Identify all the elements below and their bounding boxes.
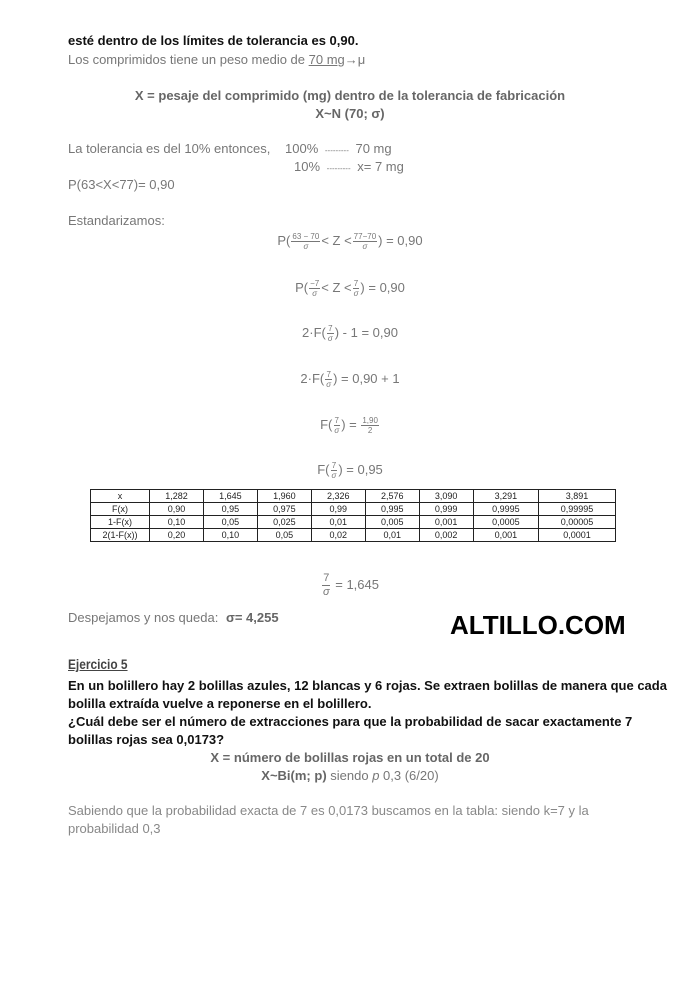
tolerance-row-1-dash: --------- xyxy=(324,146,349,155)
equation-5 xyxy=(0,416,700,435)
tolerance-row-2-left: 10% xyxy=(294,159,321,174)
table-cell: 0,01 xyxy=(311,516,365,529)
eq2-mid: < Z < xyxy=(321,280,352,295)
eq3-pre: 2·F( xyxy=(302,325,326,340)
eq3-num: 7 xyxy=(328,324,333,334)
tolerance-row-1-left: 100% xyxy=(285,141,319,156)
eq1-fraction-right xyxy=(353,232,377,251)
table-cell: 0,001 xyxy=(473,529,538,542)
eq3-den: σ xyxy=(327,334,333,344)
eq1-mid: < Z < xyxy=(321,233,352,248)
table-row-one-minus-fx-row xyxy=(91,516,616,529)
eq4-num: 7 xyxy=(326,370,331,380)
eq5-num-left: 7 xyxy=(334,416,339,426)
exercise-5-line-1: En un bolillero hay 2 bolillas azules, 12 blancas y 6 rojas. Se extraen bolillas de manera que cada xyxy=(68,678,667,693)
eq5-den-right: 2 xyxy=(367,426,373,436)
eq1-post: ) = 0,90 xyxy=(378,233,423,248)
table-cell: 0,00005 xyxy=(539,516,616,529)
despejamos-label: Despejamos y nos queda: xyxy=(68,610,219,625)
eq2-fraction-right xyxy=(353,279,360,298)
table-cell: 0,999 xyxy=(419,503,473,516)
intro-mean-value: 70 mg xyxy=(308,52,345,67)
intro-line-1: esté dentro de los límites de tolerancia es 0,90. xyxy=(68,33,359,48)
result-den: σ xyxy=(322,586,330,598)
eq2-fraction-left xyxy=(309,279,320,298)
eq2-post: ) = 0,90 xyxy=(360,280,405,295)
eq6-fraction xyxy=(331,461,338,480)
tolerance-probability: P(63<X<77)= 0,90 xyxy=(68,177,175,192)
table-cell: 0,10 xyxy=(150,516,204,529)
result-value: = 1,645 xyxy=(335,576,379,592)
table-cell: 3,291 xyxy=(473,490,538,503)
equation-6 xyxy=(0,461,700,480)
eq1-num-right: 77−70 xyxy=(353,232,377,242)
tolerance-row-2-right: x= 7 mg xyxy=(357,159,404,174)
table-cell: 0,995 xyxy=(365,503,419,516)
binomial-variable: X = número de bolillas rojas en un total de 20 xyxy=(210,750,490,765)
eq5-pre: F( xyxy=(320,417,333,432)
table-cell: 3,090 xyxy=(419,490,473,503)
table-row-fx-row xyxy=(91,503,616,516)
table-cell: 0,975 xyxy=(257,503,311,516)
table-row-two-tail-row xyxy=(91,529,616,542)
table-cell: 0,20 xyxy=(150,529,204,542)
result-equation xyxy=(0,572,700,599)
sigma-result: σ= 4,255 xyxy=(225,610,279,625)
equation-1 xyxy=(0,232,700,251)
table-cell: 0,002 xyxy=(419,529,473,542)
standardize-label: Estandarizamos: xyxy=(68,213,165,228)
table-row-header: x xyxy=(91,490,150,503)
eq4-fraction xyxy=(325,370,332,389)
result-fraction xyxy=(322,572,331,599)
binomial-p: p xyxy=(372,768,380,783)
eq4-pre: 2·F( xyxy=(300,371,325,386)
table-cell: 0,025 xyxy=(257,516,311,529)
binomial-siendo: siendo xyxy=(326,768,373,783)
table-row-x-row xyxy=(91,490,616,503)
intro-mu-arrow: →μ xyxy=(344,52,366,67)
table-cell: 0,02 xyxy=(311,529,365,542)
eq5-mid: ) = xyxy=(341,417,361,432)
exercise-5-line-2: bolilla extraída vuelve a reponerse en el bolillero. xyxy=(68,696,372,711)
exercise-5-title-wrap xyxy=(68,656,138,674)
table-cell: 1,645 xyxy=(203,490,257,503)
eq2-pre: P( xyxy=(295,280,309,295)
variable-definition: X = pesaje del comprimido (mg) dentro de la tolerancia de fabricación xyxy=(134,88,566,103)
table-cell: 0,90 xyxy=(150,503,204,516)
intro-line-2 xyxy=(68,51,365,69)
despejamos-line xyxy=(68,609,279,627)
eq2-den-right: σ xyxy=(353,289,359,299)
normal-distribution: X~N (70; σ) xyxy=(315,106,385,121)
table-cell: 2,326 xyxy=(311,490,365,503)
altillo-watermark: ALTILLO.COM xyxy=(450,610,626,640)
table-cell: 1,960 xyxy=(257,490,311,503)
eq1-pre: P( xyxy=(277,233,291,248)
eq3-post: ) - 1 = 0,90 xyxy=(334,325,398,340)
eq5-fraction-left xyxy=(333,416,340,435)
table-cell: 0,0001 xyxy=(539,529,616,542)
binomial-distribution xyxy=(0,767,700,785)
table-cell: 0,99995 xyxy=(539,503,616,516)
intro-line-2-pre: Los comprimidos tiene un peso medio de xyxy=(68,52,309,67)
eq6-pre: F( xyxy=(317,462,330,477)
table-cell: 2,576 xyxy=(365,490,419,503)
exercise-5-solution-line-1: Sabiendo que la probabilidad exacta de 7 es 0,0173 buscamos en la tabla: siendo k=7 y la xyxy=(68,803,589,818)
table-cell: 3,891 xyxy=(539,490,616,503)
eq3-fraction xyxy=(327,324,334,343)
eq6-post: ) = 0,95 xyxy=(338,462,383,477)
equation-2 xyxy=(0,279,700,298)
table-cell: 0,005 xyxy=(365,516,419,529)
table-row-header: 2(1-F(x)) xyxy=(91,529,150,542)
exercise-5-title: Ejercicio 5 xyxy=(68,656,128,672)
eq1-den-left: σ xyxy=(303,242,309,252)
eq2-den-left: σ xyxy=(312,289,318,299)
binomial-notation: X~Bi(m; p) xyxy=(261,768,327,783)
table-cell: 0,001 xyxy=(419,516,473,529)
eq5-num-right: 1,90 xyxy=(362,416,378,426)
eq4-den: σ xyxy=(326,380,332,390)
eq6-num: 7 xyxy=(331,461,337,471)
tolerance-row-1-right: 70 mg xyxy=(355,141,392,156)
table-row-header: 1-F(x) xyxy=(91,516,150,529)
table-cell: 1,282 xyxy=(150,490,204,503)
result-num: 7 xyxy=(323,572,330,584)
exercise-5-line-4: bolillas rojas sea 0,0173? xyxy=(68,732,225,747)
table-cell: 0,05 xyxy=(257,529,311,542)
binomial-p-value: 0,3 (6/20) xyxy=(379,768,439,783)
tolerance-row-2-dash: --------- xyxy=(326,164,351,173)
eq4-post: ) = 0,90 + 1 xyxy=(333,371,400,386)
table-cell: 0,10 xyxy=(203,529,257,542)
equation-3 xyxy=(0,324,700,343)
table-cell: 0,95 xyxy=(203,503,257,516)
eq6-den: σ xyxy=(331,471,337,481)
normal-distribution-table xyxy=(90,489,616,542)
eq5-fraction-right xyxy=(361,416,379,435)
tolerance-label: La tolerancia es del 10% entonces, xyxy=(68,141,271,156)
table-cell: 0,0005 xyxy=(473,516,538,529)
equation-4 xyxy=(0,370,700,389)
table-cell: 0,01 xyxy=(365,529,419,542)
table-cell: 0,99 xyxy=(311,503,365,516)
tolerance-row-1 xyxy=(285,140,392,160)
eq2-num-left: −7 xyxy=(310,279,320,289)
eq5-den-left: σ xyxy=(334,426,340,436)
table-cell: 0,05 xyxy=(203,516,257,529)
exercise-5-line-3: ¿Cuál debe ser el número de extracciones para que la probabilidad de sacar exactamente 7 xyxy=(68,714,633,729)
table-row-header: F(x) xyxy=(91,503,150,516)
eq1-den-right: σ xyxy=(362,242,368,252)
table-cell: 0,9995 xyxy=(473,503,538,516)
eq2-num-right: 7 xyxy=(353,279,359,289)
exercise-5-solution-line-2: probabilidad 0,3 xyxy=(68,821,161,836)
eq1-fraction-left xyxy=(291,232,320,251)
tolerance-row-2 xyxy=(294,158,404,178)
eq1-num-left: 63 − 70 xyxy=(292,232,320,242)
